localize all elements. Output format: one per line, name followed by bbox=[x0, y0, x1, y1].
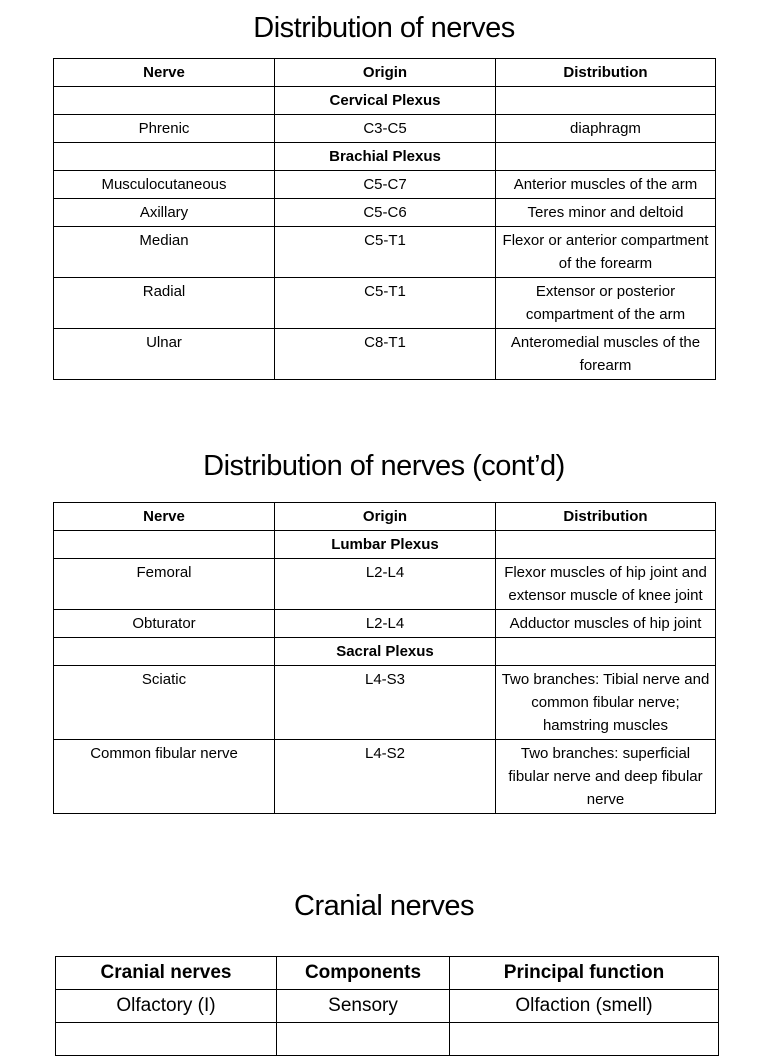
distribution-cell bbox=[496, 87, 716, 115]
distribution-cell: diaphragm bbox=[496, 115, 716, 143]
header-distribution: Distribution bbox=[496, 503, 716, 531]
nerve-cell: Ulnar bbox=[54, 329, 275, 380]
header-distribution: Distribution bbox=[496, 59, 716, 87]
origin-cell: L2-L4 bbox=[275, 559, 496, 610]
nerve-cell bbox=[54, 87, 275, 115]
nerve-cell: Axillary bbox=[54, 199, 275, 227]
origin-cell: C5-C6 bbox=[275, 199, 496, 227]
table-header-row bbox=[54, 503, 716, 531]
nerve-cell bbox=[54, 531, 275, 559]
origin-cell: C3-C5 bbox=[275, 115, 496, 143]
nerve-cell: Median bbox=[54, 227, 275, 278]
plexus-name: Lumbar Plexus bbox=[275, 531, 496, 559]
nerve-cell bbox=[54, 143, 275, 171]
table-row bbox=[54, 227, 716, 278]
origin-cell: L4-S3 bbox=[275, 666, 496, 740]
header-origin: Origin bbox=[275, 503, 496, 531]
section-title-cranial-nerves: Cranial nerves bbox=[294, 890, 474, 922]
table-row bbox=[54, 329, 716, 380]
origin-cell: C5-C7 bbox=[275, 171, 496, 199]
distribution-cell bbox=[496, 638, 716, 666]
plexus-name: Cervical Plexus bbox=[275, 87, 496, 115]
distribution-cell bbox=[496, 143, 716, 171]
distribution-cell bbox=[496, 531, 716, 559]
plexus-row bbox=[54, 143, 716, 171]
nerve-cell bbox=[54, 638, 275, 666]
header-nerve: Nerve bbox=[54, 59, 275, 87]
plexus-name: Brachial Plexus bbox=[275, 143, 496, 171]
distribution-cell: Anterior muscles of the arm bbox=[496, 171, 716, 199]
table-header-row bbox=[56, 957, 719, 990]
nerve-cell: Musculocutaneous bbox=[54, 171, 275, 199]
section-title-distribution: Distribution of nerves bbox=[253, 12, 515, 44]
distribution-contd-table bbox=[53, 502, 716, 814]
plexus-row bbox=[54, 638, 716, 666]
table-row bbox=[54, 666, 716, 740]
plexus-row bbox=[54, 87, 716, 115]
table-row bbox=[54, 740, 716, 814]
table-row bbox=[54, 278, 716, 329]
cranial-nerves-table bbox=[55, 956, 719, 1056]
nerve-cell: Radial bbox=[54, 278, 275, 329]
distribution-cell: Extensor or posterior compartment of the arm bbox=[496, 278, 716, 329]
distribution-cell: Flexor or anterior compartment of the forearm bbox=[496, 227, 716, 278]
header-nerve: Nerve bbox=[54, 503, 275, 531]
distribution-cell: Anteromedial muscles of the forearm bbox=[496, 329, 716, 380]
table-row-partial bbox=[56, 1023, 719, 1056]
origin-cell: L4-S2 bbox=[275, 740, 496, 814]
nerve-cell: Common fibular nerve bbox=[54, 740, 275, 814]
table-row bbox=[56, 990, 719, 1023]
section-title-distribution-contd: Distribution of nerves (cont’d) bbox=[203, 450, 565, 482]
origin-cell: L2-L4 bbox=[275, 610, 496, 638]
table-row bbox=[54, 171, 716, 199]
table-row bbox=[54, 199, 716, 227]
header-components: Components bbox=[277, 957, 450, 990]
cranial-nerve-cell: Olfactory (I) bbox=[56, 990, 277, 1023]
distribution-table bbox=[53, 58, 716, 380]
plexus-name: Sacral Plexus bbox=[275, 638, 496, 666]
distribution-cell: Two branches: Tibial nerve and common fibular nerve; hamstring muscles bbox=[496, 666, 716, 740]
nerve-cell: Phrenic bbox=[54, 115, 275, 143]
distribution-cell: Two branches: superficial fibular nerve and deep fibular nerve bbox=[496, 740, 716, 814]
origin-cell: C8-T1 bbox=[275, 329, 496, 380]
nerve-cell: Femoral bbox=[54, 559, 275, 610]
distribution-cell: Adductor muscles of hip joint bbox=[496, 610, 716, 638]
function-cell bbox=[450, 1023, 719, 1056]
table-row bbox=[54, 115, 716, 143]
header-origin: Origin bbox=[275, 59, 496, 87]
header-principal-function: Principal function bbox=[450, 957, 719, 990]
components-cell: Sensory bbox=[277, 990, 450, 1023]
origin-cell: C5-T1 bbox=[275, 278, 496, 329]
table-row bbox=[54, 559, 716, 610]
components-cell bbox=[277, 1023, 450, 1056]
nerve-cell: Sciatic bbox=[54, 666, 275, 740]
table-row bbox=[54, 610, 716, 638]
distribution-cell: Teres minor and deltoid bbox=[496, 199, 716, 227]
distribution-cell: Flexor muscles of hip joint and extensor muscle of knee joint bbox=[496, 559, 716, 610]
plexus-row bbox=[54, 531, 716, 559]
table-header-row bbox=[54, 59, 716, 87]
function-cell: Olfaction (smell) bbox=[450, 990, 719, 1023]
header-cranial-nerves: Cranial nerves bbox=[56, 957, 277, 990]
nerve-cell: Obturator bbox=[54, 610, 275, 638]
origin-cell: C5-T1 bbox=[275, 227, 496, 278]
cranial-nerve-cell bbox=[56, 1023, 277, 1056]
